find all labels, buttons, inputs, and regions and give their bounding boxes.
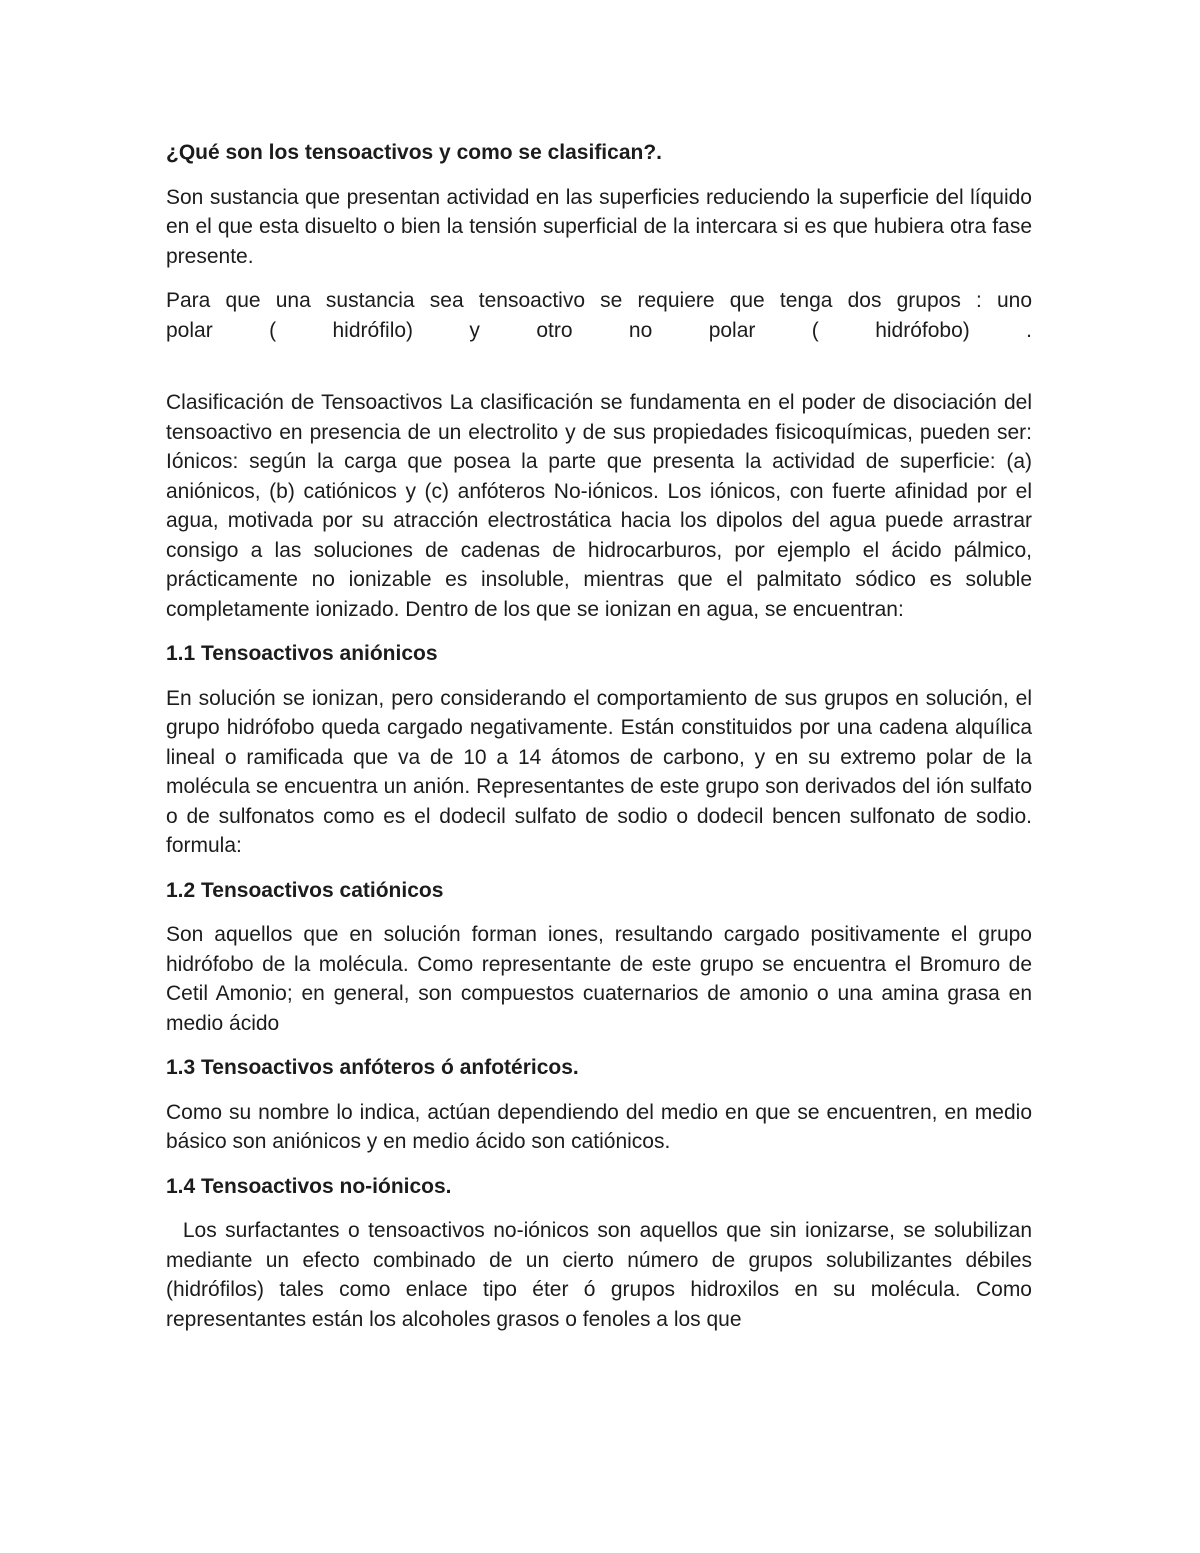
section-body-nonionic: Los surfactantes o tensoactivos no-iónicos son aquellos que sin ionizarse, se solubilizan mediante un efecto combinado de un cierto número de grupos solubilizantes débiles (hidrófilos) tales como enlace tipo éter ó grupos hidroxilos en su molécula. Como representantes están los alcoholes grasos o fenoles a los que xyxy=(166,1219,1033,1331)
document-title: ¿Qué son los tensoactivos y como se clasifican?. xyxy=(166,141,662,164)
section-heading-amphoteric: 1.3 Tensoactivos anfóteros ó anfotéricos. xyxy=(166,1056,579,1079)
section-heading-nonionic: 1.4 Tensoactivos no-iónicos. xyxy=(166,1174,452,1198)
section-body-cationic: Son aquellos que en solución forman iones, resultando cargado positivamente el grupo hidrófobo de la molécula. Como representante de este grupo se encuentra el Bromuro de Cetil Amonio; en general, son compuestos cuaternarios de amonio o una amina grasa en medio ácido xyxy=(166,923,1032,1035)
section-heading-anionic: 1.1 Tensoactivos aniónicos xyxy=(166,642,438,665)
intro-paragraph: Son sustancia que presentan actividad en las superficies reduciendo la superficie del líquido en el que esta disuelto o bien la tensión superficial de la intercara si es que hubiera otra fase presente. xyxy=(166,185,1032,268)
requirement-line-1: Para que una sustancia sea tensoactivo se requiere que tenga dos grupos : uno xyxy=(166,289,1032,312)
section-body-amphoteric: Como su nombre lo indica, actúan dependiendo del medio en que se encuentren, en medio básico son aniónicos y en medio ácido son catiónicos. xyxy=(166,1100,1032,1153)
classification-paragraph: Clasificación de Tensoactivos La clasificación se fundamenta en el poder de disociación del tensoactivo en presencia de un electrolito y de sus propiedades fisicoquímicas, pueden ser: Iónicos: según la carga que posea la parte que presenta la actividad de superficie: (a) aniónicos, (b) catiónicos y (c) anfóteros No-iónicos. Los iónicos, con fuerte afinidad por el agua, motivada por su atracción electrostática hacia los dipolos del agua puede arrastrar consigo a las soluciones de cadenas de hidrocarburos, por ejemplo el ácido pálmico, prácticamente no ionizable es insoluble, mientras que el palmitato sódico es soluble completamente ionizado. Dentro de los que se ionizan en agua, se encuentran: xyxy=(166,391,1032,621)
section-body-anionic: En solución se ionizan, pero considerando el comportamiento de sus grupos en solución, el grupo hidrófobo queda cargado negativamente. Están constituidos por una cadena alquílica lineal o ramificada que va de 10 a 14 átomos de carbono, y en su extremo polar de la molécula se encuentra un anión. Representantes de este grupo son derivados del ión sulfato o de sulfonatos como es el dodecil sulfato de sodio o dodecil bencen sulfonato de sodio. formula: xyxy=(166,686,1032,857)
section-heading-cationic: 1.2 Tensoactivos catiónicos xyxy=(166,878,444,902)
requirement-line-2: polar ( hidrófilo) y otro no polar ( hidrófobo) . xyxy=(166,318,1032,342)
document-page xyxy=(166,138,1032,1349)
